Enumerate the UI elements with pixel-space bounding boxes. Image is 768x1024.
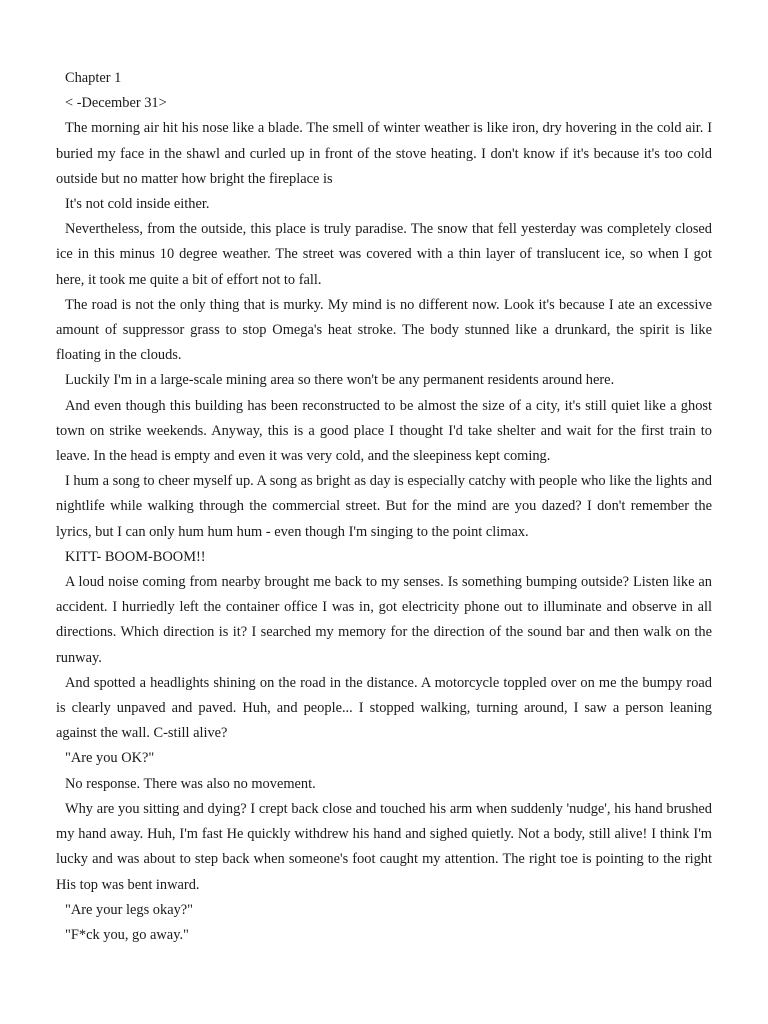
paragraph: And even though this building has been reconstructed to be almost the size of a city, it's still quiet like a ghost town on strike weekends. Anyway, this is a good place I thought I'd take shelter and wait for the first train to leave. In the head is empty and even it was very cold, and the sleepiness kept coming. [56,397,712,465]
paragraph: It's not cold inside either. [65,196,210,213]
paragraph: "Are you OK?" [65,750,155,767]
paragraph: "F*ck you, go away." [65,926,189,943]
paragraph: I hum a song to cheer myself up. A song as bright as day is especially catchy with people who like the lights and nightlife while walking through the commercial street. But for the mind are you dazed? I don't remember the lyrics, but I can only hum hum hum - even though I'm singing to the point climax. [56,473,712,540]
paragraph: A loud noise coming from nearby brought me back to my senses. Is something bumping outside? Listen like an accident. I hurriedly left the container office I was in, got electricity phone out to illuminate and observe in all directions. Which direction is it? I searched my memory for the direction of the sound bar and then walk on the runway. [56,574,712,666]
chapter-title: Chapter 1 [65,70,122,86]
paragraph: Why are you sitting and dying? I crept back close and touched his arm when suddenly 'nudge', his hand brushed my hand away. Huh, I'm fast He quickly withdrew his hand and sighed quietly. Not a body, still alive! I think I'm lucky and was about to step back when someone's foot caught my attention. The right toe is pointing to the right His top was bent inward. [56,800,712,893]
paragraph: "Are your legs okay?" [65,901,194,918]
paragraph: Nevertheless, from the outside, this place is truly paradise. The snow that fell yesterday was completely closed ice in this minus 10 degree weather. The street was covered with a thin layer of translucent ice, so when I got here, it took me quite a bit of effort not to fall. [56,221,712,288]
date-line: < -December 31> [65,95,167,112]
paragraph: And spotted a headlights shining on the road in the distance. A motorcycle toppled over on me the bumpy road is clearly unpaved and paved. Huh, and people... I stopped walking, turning around, I saw a person leaning against the wall. C-still alive? [56,674,712,742]
paragraph: The road is not the only thing that is murky. My mind is no different now. Look it's because I ate an excessive amount of suppressor grass to stop Omega's heat stroke. The body stunned like a drunkard, the spirit is like floating in the clouds. [56,296,712,364]
paragraph: The morning air hit his nose like a blade. The smell of winter weather is like iron, dry hovering in the cold air. I buried my face in the shawl and curled up in front of the stove heating. I don't know if it's because it's too cold outside but no matter how bright the fireplace is [56,120,712,187]
paragraph: No response. There was also no movement. [65,775,316,792]
paragraph: KITT- BOOM-BOOM!! [65,548,206,565]
paragraph: Luckily I'm in a large-scale mining area so there won't be any permanent residents around here. [65,372,615,389]
